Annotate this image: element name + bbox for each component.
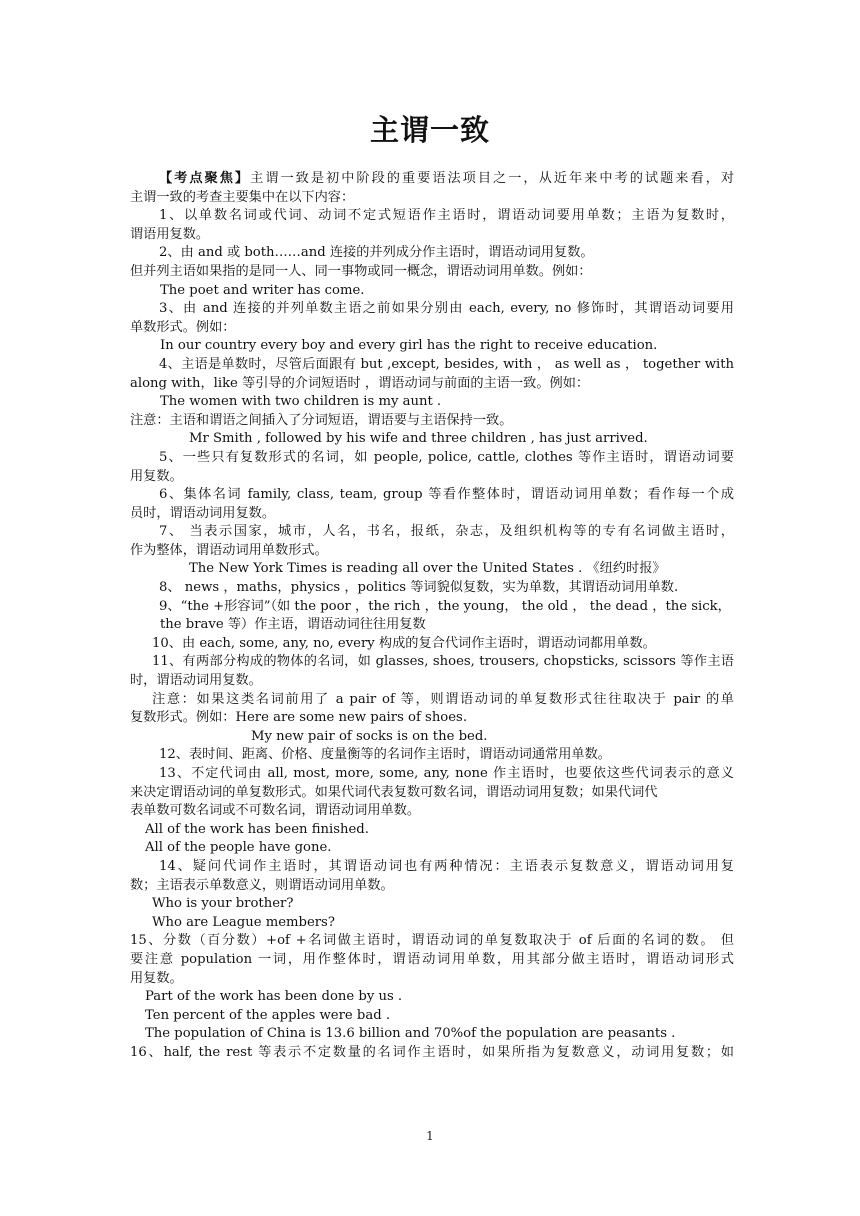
rule-11-line-1: 11、有两部分构成的物体的名词，如 glasses, shoes, trousers, chopsticks, scissors 等作主语	[152, 654, 734, 670]
rule-15-line-3: 用复数。	[130, 970, 183, 986]
intro-text: 主谓一致是初中阶段的重要语法项目之一，从近年来中考的试题来看，对	[250, 171, 734, 186]
rule-14-line-2: 数；主语表示单数意义，则谓语动词用单数。	[130, 877, 394, 893]
document-body	[130, 170, 734, 1063]
rule-11-note-line-1: 注意：如果这类名词前用了 a pair of 等，则谓语动词的单复数形式往往取决于 pair 的单	[152, 691, 734, 707]
rule-6-line-2: 员时，谓语动词用复数。	[130, 505, 276, 521]
rule-2-line-2: 但并列主语如果指的是同一人、同一事物或同一概念，谓语动词用单数。例如：	[130, 263, 592, 279]
rule-9-line-1: 9、“the +形容词”（如 the poor ，the rich ，the young， the old ， the dead ，the sick，	[159, 598, 731, 614]
rule-9-line-2: the brave 等）作主语，谓语动词往往用复数	[160, 617, 426, 633]
rule-7-example: The New York Times is reading all over the United States . 《纽约时报》	[189, 561, 666, 577]
document-title: 主谓一致	[369, 113, 490, 147]
rule-15-line-1: 15、分数（百分数）+of +名词做主语时，谓语动词的单复数取决于 of 后面的名词的数。 但	[130, 933, 734, 949]
rule-15-example-2: Ten percent of the apples were bad .	[145, 1007, 391, 1023]
rule-7-line-2: 作为整体，谓语动词用单数形式。	[130, 542, 328, 558]
rule-4-note: 注意：主语和谓语之间插入了分词短语，谓语要与主语保持一致。	[130, 412, 513, 428]
rule-4-example-2: Mr Smith , followed by his wife and three children , has just arrived.	[189, 431, 648, 447]
rule-2-example: The poet and writer has come.	[160, 282, 365, 298]
rule-3-line-1: 3、由 and 连接的并列单数主语之前如果分别由 each, every, no 修饰时，其谓语动词要用	[159, 301, 734, 317]
rule-8-line: 8、 news ，maths，physics ，politics 等词貌似复数，实为单数，其谓语动词用单数.	[159, 580, 679, 596]
rule-10-line: 10、由 each, some, any, no, every 构成的复合代词作主语时，谓语动词都用单数。	[152, 635, 656, 651]
rule-5-line-1: 5、一些只有复数形式的名词，如 people, police, cattle, clothes 等作主语时，谓语动词要	[159, 449, 734, 465]
intro-line-1	[130, 170, 734, 189]
rule-3-line-2: 单数形式。例如：	[130, 319, 236, 335]
focus-label: 【考点聚焦】	[159, 171, 251, 186]
rule-2-line-1: 2、由 and 或 both……and 连接的并列成分作主语时，谓语动词用复数。	[159, 245, 594, 261]
rule-14-example-1: Who is your brother?	[152, 896, 294, 912]
rule-13-example-1: All of the work has been finished.	[145, 821, 369, 837]
rule-11-note-line-2: 复数形式。例如：Here are some new pairs of shoes.	[130, 710, 468, 726]
rule-4-example: The women with two children is my aunt .	[160, 394, 442, 410]
rule-1-line-1: 1、以单数名词或代词、动词不定式短语作主语时，谓语动词要用单数；主语为复数时，	[159, 208, 734, 224]
page-number: 1	[426, 1129, 434, 1143]
rule-1-line-2: 谓语用复数。	[130, 226, 210, 242]
rule-4-line-1: 4、主语是单数时，尽管后面跟有 but ,except, besides, with ， as well as ， together with	[159, 356, 734, 372]
rule-7-line-1: 7、 当表示国家，城市，人名，书名，报纸，杂志，及组织机构等的专有名词做主语时，	[159, 524, 734, 540]
rule-14-example-2: Who are League members?	[152, 914, 335, 930]
rule-15-example-1: Part of the work has been done by us .	[145, 989, 403, 1005]
rule-11-line-2: 时，谓语动词用复数。	[130, 673, 262, 689]
rule-15-line-2: 要注意 population 一词，用作整体时，谓语动词用单数，用其部分做主语时，谓语动词形式	[130, 951, 734, 967]
rule-14-line-1: 14、疑问代词作主语时，其谓语动词也有两种情况：主语表示复数意义，谓语动词用复	[159, 858, 734, 874]
rule-13-line-1: 13、不定代词由 all, most, more, some, any, none 作主语时，也要依这些代词表示的意义	[159, 766, 734, 781]
rule-15-example-3: The population of China is 13.6 billion and 70%of the population are peasants .	[145, 1026, 676, 1042]
rule-12-line: 12、表时间、距离、价格、度量衡等的名词作主语时，谓语动词通常用单数。	[159, 747, 611, 763]
rule-6-line-1: 6、集体名词 family, class, team, group 等看作整体时，谓语动词用单数；看作每一个成	[159, 487, 734, 503]
rule-16-line-1: 16、half, the rest 等表示不定数量的名词作主语时，如果所指为复数意义，动词用复数；如	[130, 1044, 734, 1060]
rule-5-line-2: 用复数。	[130, 468, 183, 484]
rule-11-example: My new pair of socks is on the bed.	[251, 728, 488, 744]
rule-4-line-2: along with，like 等引导的介词短语时 ，谓语动词与前面的主语一致。例如：	[130, 375, 590, 391]
rule-13-line-3: 表单数可数名词或不可数名词，谓语动词用单数。	[130, 803, 421, 819]
rule-3-example: In our country every boy and every girl has the right to receive education.	[160, 338, 658, 354]
rule-13-line-2: 来决定谓语动词的单复数形式。如果代词代表复数可数名词，谓语动词用复数；如果代词代	[130, 784, 658, 800]
intro-line-2: 主谓一致的考查主要集中在以下内容：	[130, 189, 355, 205]
rule-13-example-2: All of the people have gone.	[145, 840, 332, 856]
